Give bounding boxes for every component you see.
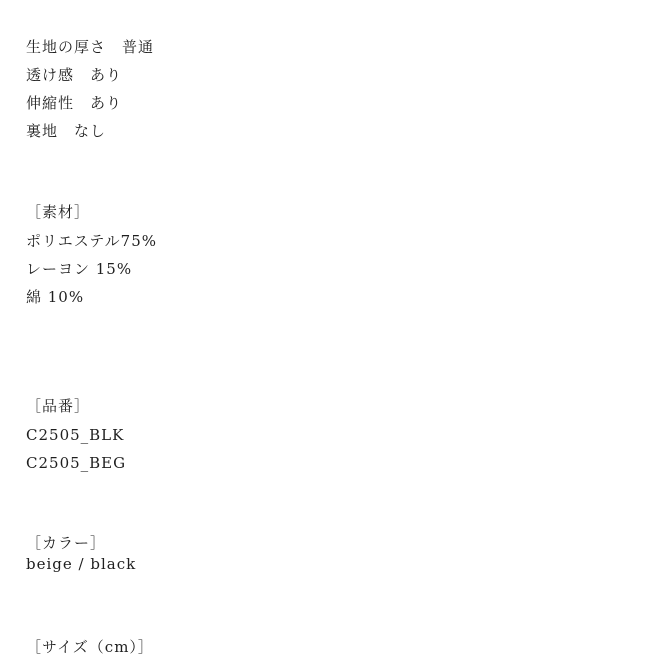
material-line-cotton: 綿 10%: [26, 288, 85, 306]
product-number-beige: C2505_BEG: [26, 454, 127, 472]
product-number-heading: ［品番］: [26, 397, 91, 415]
product-number-black: C2505_BLK: [26, 426, 125, 444]
material-line-rayon: レーヨン 15%: [26, 260, 133, 278]
fabric-sheerness-text: 透け感 あり: [26, 66, 123, 84]
fabric-thickness-text: 生地の厚さ 普通: [26, 38, 155, 56]
material-heading: ［素材］: [26, 203, 91, 221]
color-heading: ［カラー］: [26, 534, 107, 552]
size-heading: ［サイズ（cm）］: [26, 638, 154, 656]
material-line-polyester: ポリエステル75%: [26, 232, 157, 250]
color-value: beige / black: [26, 555, 137, 573]
fabric-stretch-text: 伸縮性 あり: [26, 94, 123, 112]
fabric-lining-text: 裏地 なし: [26, 122, 107, 140]
